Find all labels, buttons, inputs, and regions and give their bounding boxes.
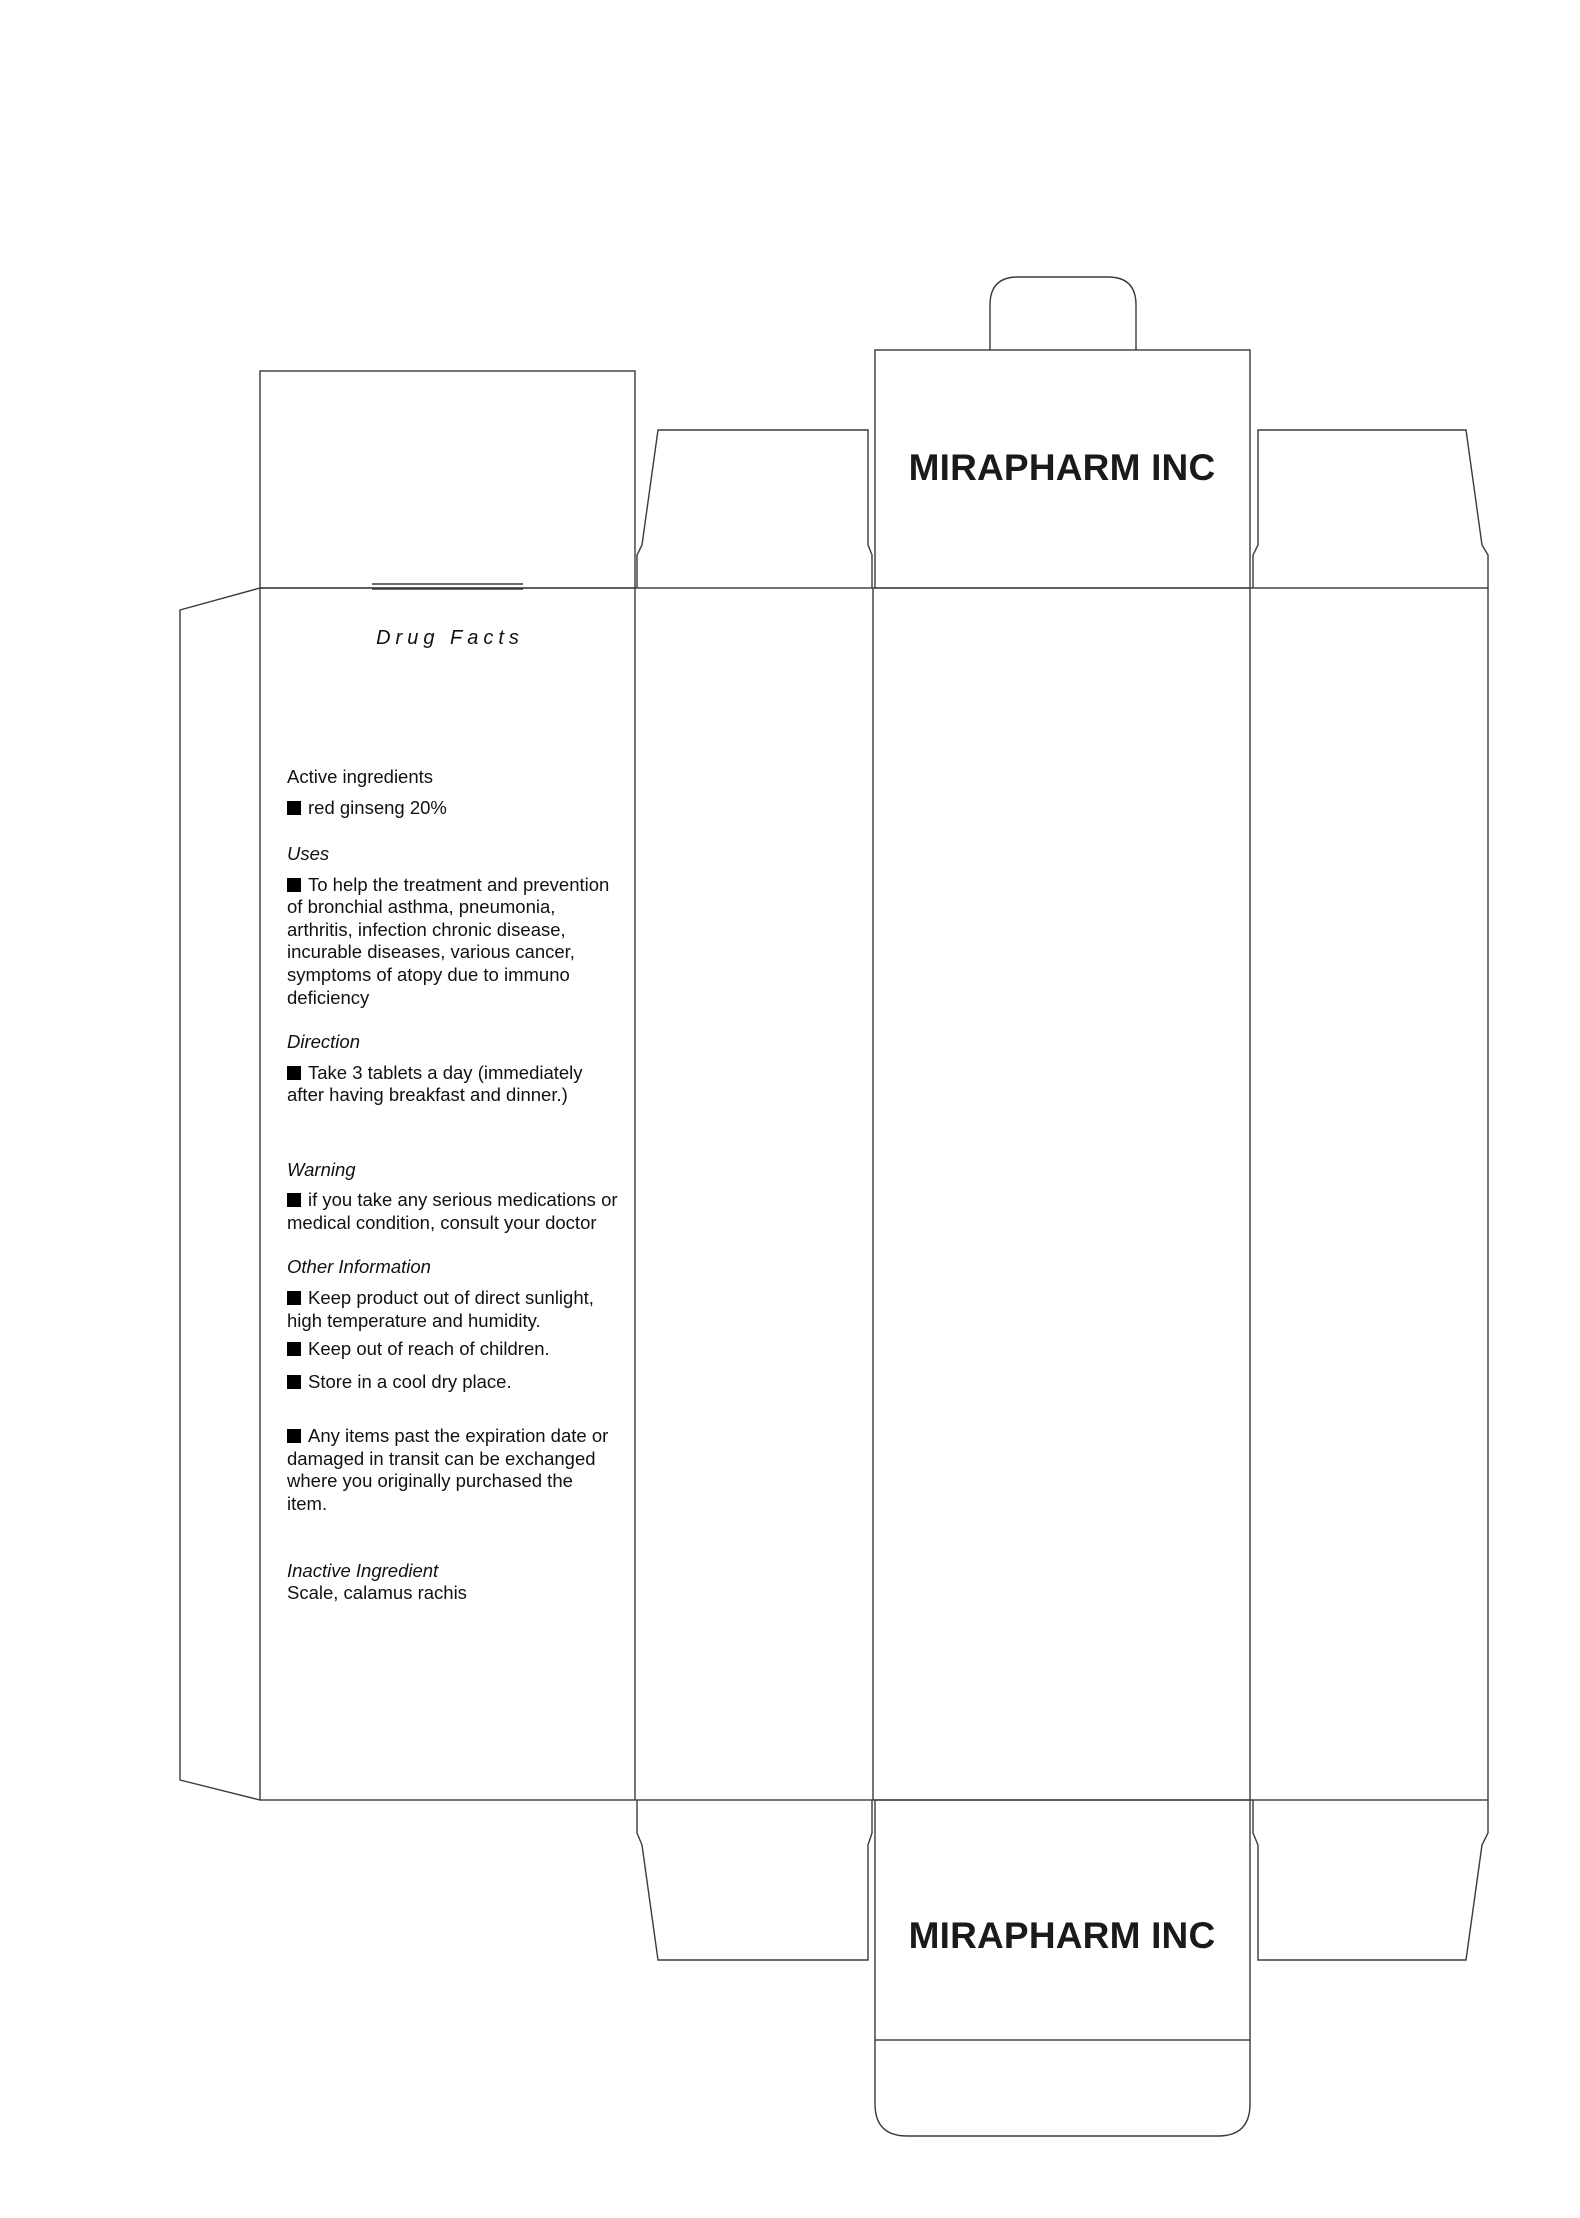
bullet-square-icon (287, 1066, 301, 1080)
glue-flap (180, 588, 260, 1800)
other-info-item: Any items past the expiration date or damaged in transit can be exchanged where you originally purchased the item. (287, 1425, 609, 1514)
bullet-square-icon (287, 1193, 301, 1207)
hang-tab (990, 277, 1136, 350)
warning-heading: Warning (287, 1158, 356, 1180)
other-info-item: Keep out of reach of children. (287, 1338, 637, 1361)
drug-facts-title: Drug Facts (376, 627, 524, 649)
uses-item: To help the treatment and prevention of bronchial asthma, pneumonia, arthritis, infection chronic disease, incurable diseases, various cancer, symptoms of atopy due to immuno deficiency (287, 873, 610, 1008)
bullet-square-icon (287, 801, 301, 815)
bullet-square-icon (287, 1375, 301, 1389)
direction-heading: Direction (287, 1031, 360, 1053)
bullet-square-icon (287, 878, 301, 892)
dust-flap-bottom-right (1253, 1800, 1488, 1960)
brand-name-top: MIRAPHARM INC (908, 447, 1216, 488)
dust-flap-top-left (637, 430, 872, 588)
active-ingredient-item: red ginseng 20% (287, 797, 637, 820)
bullet-square-icon (287, 1291, 301, 1305)
direction-item: Take 3 tablets a day (immediately after having breakfast and dinner.) (287, 1061, 583, 1106)
warning-item: if you take any serious medications or medical condition, consult your doctor (287, 1189, 618, 1233)
uses-heading: Uses (287, 843, 330, 865)
drug-facts-panel (287, 766, 637, 1605)
inactive-ingredient-heading: Inactive Ingredient (287, 1559, 439, 1581)
dust-flap-bottom-left (637, 1800, 872, 1960)
brand-name-bottom: MIRAPHARM INC (908, 1915, 1216, 1956)
other-info-item: Store in a cool dry place. (287, 1371, 637, 1394)
bottom-tuck (875, 2040, 1250, 2136)
dust-flap-top-right (1253, 430, 1488, 588)
active-ingredients-heading: Active ingredients (287, 766, 434, 787)
inactive-ingredient-text: Scale, calamus rachis (287, 1582, 467, 1604)
other-information-heading: Other Information (287, 1256, 431, 1278)
panel-1-top-flap (260, 371, 635, 588)
bullet-square-icon (287, 1342, 301, 1356)
other-info-item: Keep product out of direct sunlight, high temperature and humidity. (287, 1287, 594, 1331)
bullet-square-icon (287, 1429, 301, 1443)
